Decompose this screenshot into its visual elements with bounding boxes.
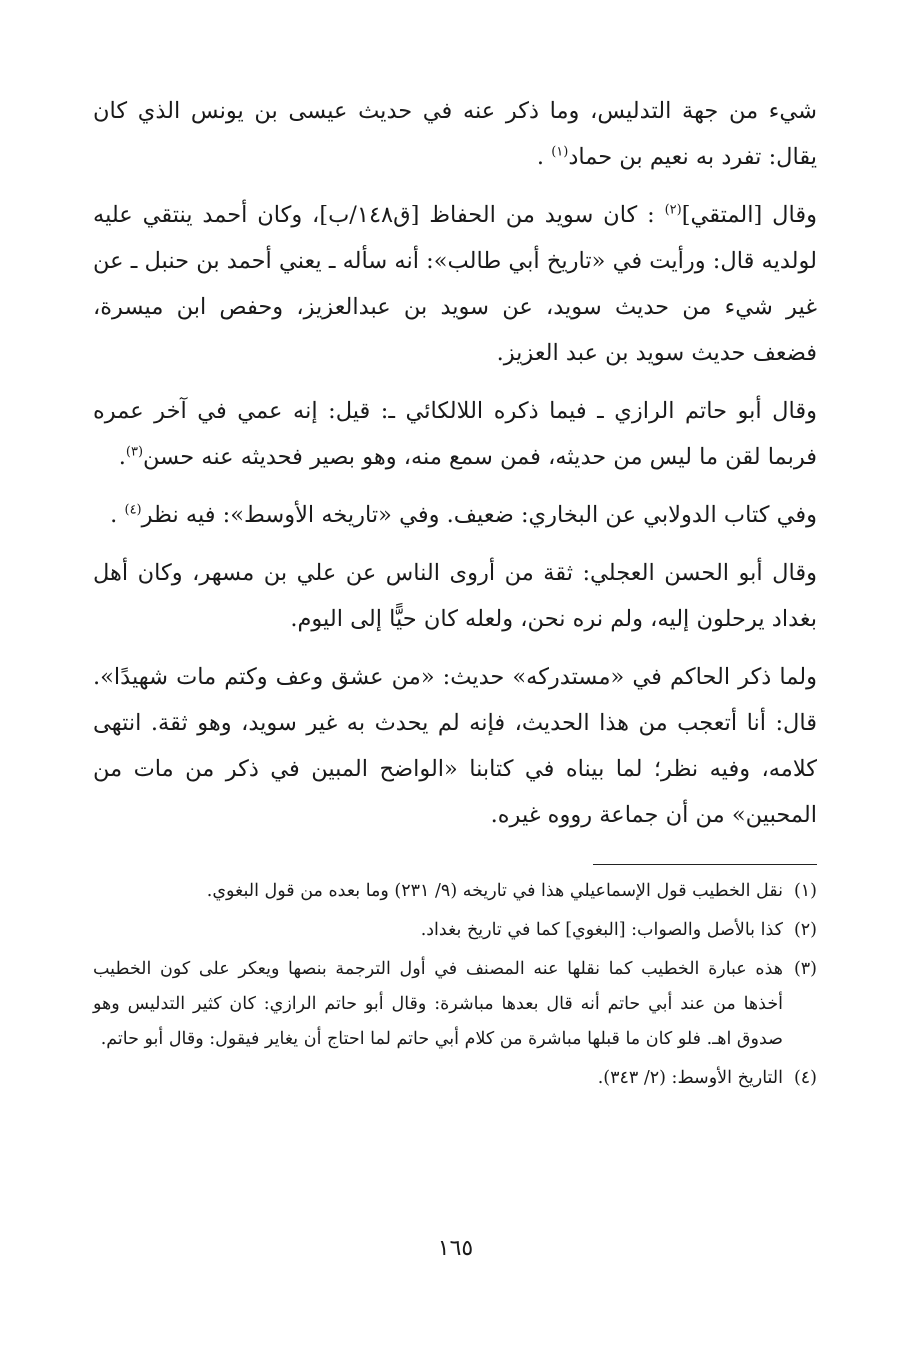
footnote-1 [93, 874, 817, 909]
paragraph-4-end: . [110, 502, 125, 528]
paragraph-1 [93, 88, 817, 180]
paragraph-4-text: وفي كتاب الدولابي عن البخاري: ضعيف. وفي «تاريخه الأوسط»: فيه نظر [141, 502, 817, 528]
paragraph-6 [93, 654, 817, 838]
paragraph-3 [93, 388, 817, 480]
paragraph-4 [93, 492, 817, 538]
paragraph-2 [93, 192, 817, 376]
main-text-body [93, 88, 817, 850]
paragraph-5-text: وقال أبو الحسن العجلي: ثقة من أروى الناس عن علي بن مسهر، وكان أهل بغداد يرحلون إليه، ولم نره نحن، ولعله كان حيًّا إلى اليوم. [93, 560, 817, 632]
paragraph-3-text: وقال أبو حاتم الرازي ـ فيما ذكره اللالكائي ـ: قيل: إنه عمي في آخر عمره فربما لقن ما ليس من حديثه، فمن سمع منه، وهو بصير فحديثه عنه حسن [93, 398, 817, 470]
footnote-divider [593, 864, 817, 865]
footnote-1-text: نقل الخطيب قول الإسماعيلي هذا في تاريخه (٩/ ٢٣١) وما بعده من قول البغوي. [206, 881, 783, 901]
footnote-4-text: التاريخ الأوسط: (٢/ ٣٤٣). [597, 1068, 783, 1088]
paragraph-1-end: . [536, 144, 552, 170]
paragraph-2-text: : كان سويد من الحفاظ [ق١٤٨/ب]، وكان أحمد ينتقي عليه لولديه قال: ورأيت في «تاريخ أبي طالب»: أنه سأله ـ يعني أحمد بن حنبل ـ عن غير شيء من حديث سويد، عن سويد بن عبدالعزيز، وحفص ابن ميسرة، فضعف حديث سويد بن عبد العزيز. [93, 202, 817, 366]
footnote-3-number: (٣) [793, 959, 817, 979]
paragraph-1-text: شيء من جهة التدليس، وما ذكر عنه في حديث عيسى بن يونس الذي كان يقال: تفرد به نعيم بن حماد [93, 98, 817, 170]
footnote-ref-2: (٢) [664, 202, 682, 218]
footnote-ref-3: (٣) [125, 444, 144, 460]
footnote-4-number: (٤) [793, 1068, 817, 1088]
footnote-ref-1: (١) [551, 144, 569, 160]
paragraph-6-text: ولما ذكر الحاكم في «مستدركه» حديث: «من عشق وعف وكتم مات شهيدًا». قال: أنا أتعجب من هذا الحديث، فإنه لم يحدث به غير سويد، وهو ثقة. انتهى كلامه، وفيه نظر؛ لما بيناه في كتابنا «الواضح المبين في ذكر من مات من المحبين» من أن جماعة رووه غيره. [93, 664, 817, 828]
footnote-3 [93, 952, 817, 1057]
footnote-3-text: هذه عبارة الخطيب كما نقلها عنه المصنف في أول الترجمة بنصها ويعكر على كون الخطيب أخذها من عند أبي حاتم أنه قال بعدها مباشرة: وقال أبو حاتم الرازي: كان كثير التدليس وهو صدوق اهـ. فلو كان ما قبلها مباشرة من كلام أبي حاتم لما احتاج أن يغاير فيقول: وقال أبو حاتم. [93, 959, 783, 1049]
paragraph-5 [93, 550, 817, 642]
footnote-4 [93, 1061, 817, 1096]
footnote-2 [93, 913, 817, 948]
footnote-1-number: (١) [793, 881, 817, 901]
footnote-2-text: كذا بالأصل والصواب: [البغوي] كما في تاريخ بغداد. [420, 920, 783, 940]
page-number: ١٦٥ [437, 1236, 474, 1261]
footnote-ref-4: (٤) [124, 502, 142, 518]
paragraph-2-start: وقال [المتقي] [681, 202, 817, 228]
footnotes-section [93, 874, 817, 1100]
paragraph-3-end: . [118, 444, 126, 470]
footnote-2-number: (٢) [793, 920, 817, 940]
